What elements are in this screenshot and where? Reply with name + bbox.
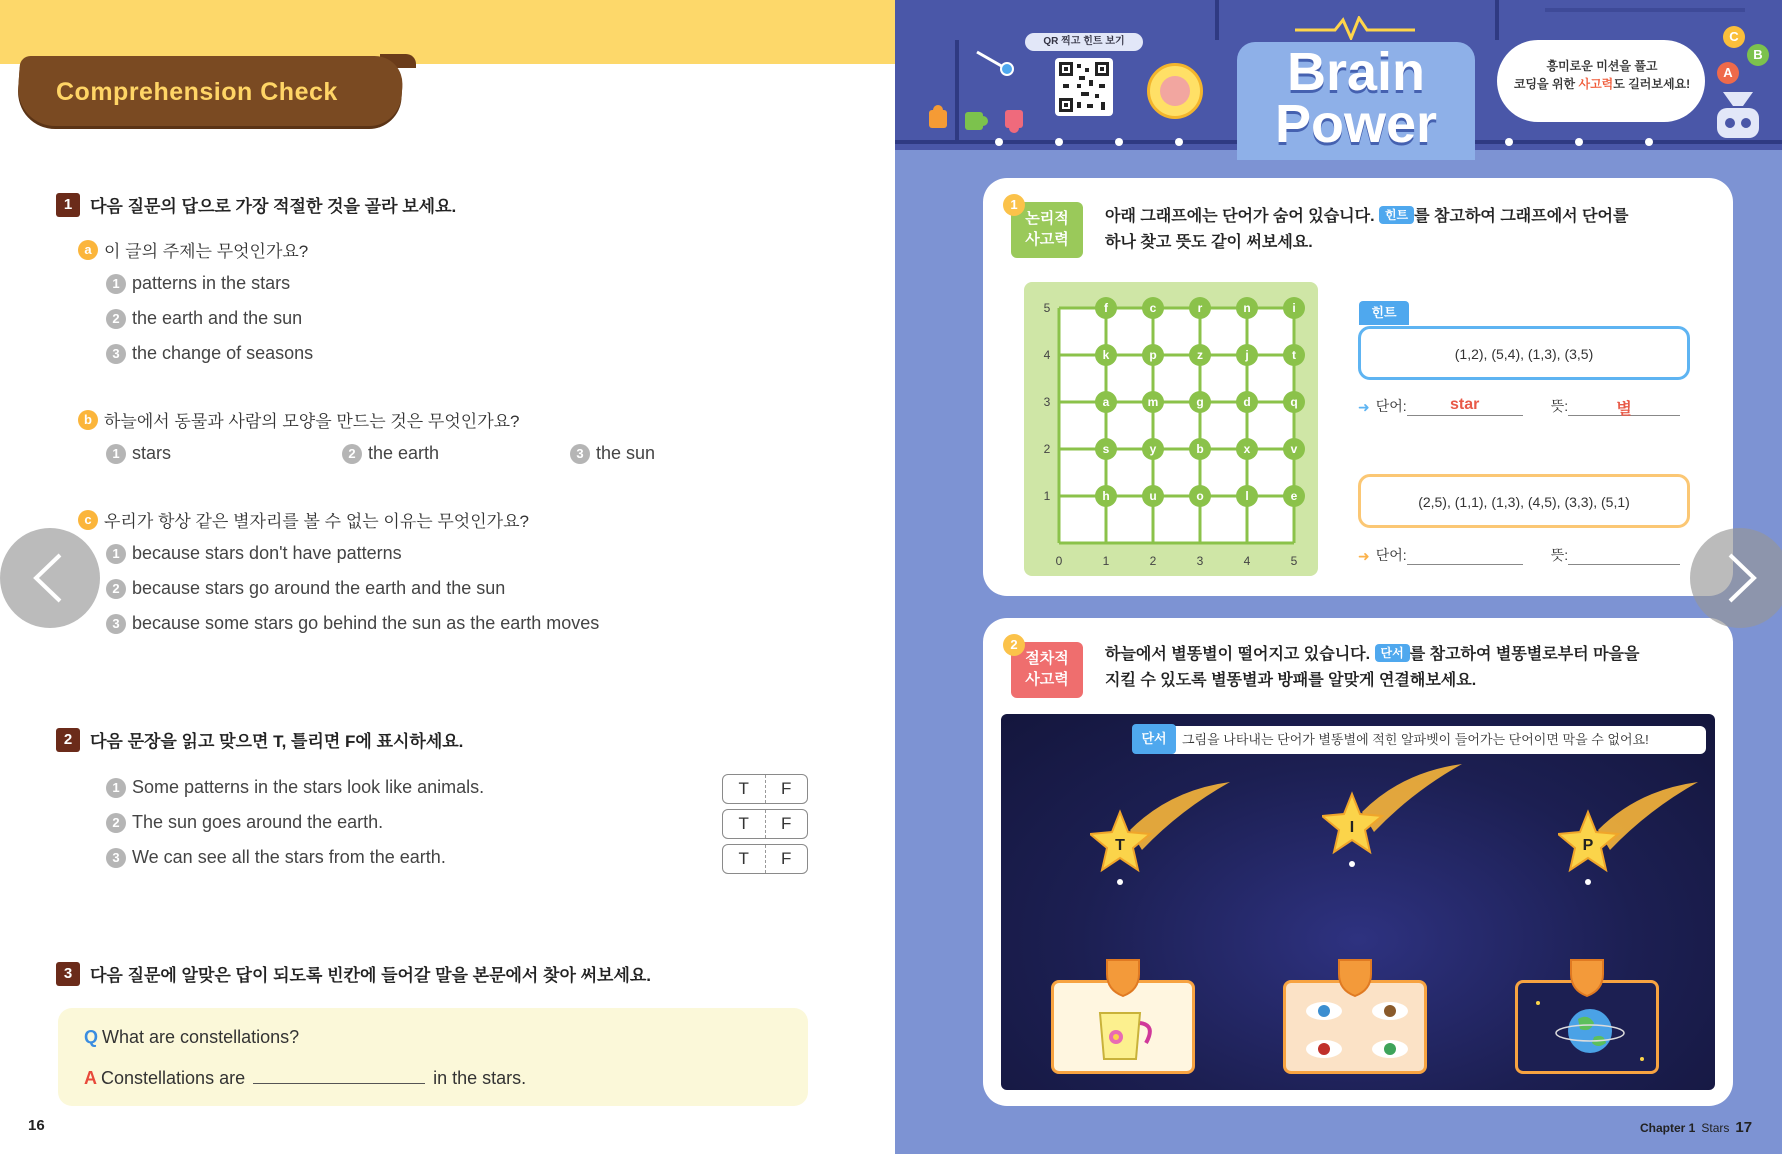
word-answer[interactable] [1407,545,1523,565]
word-label: 단어: [1375,547,1407,563]
true-option[interactable]: T [723,775,766,803]
shooting-star[interactable] [1322,762,1462,872]
hint-box-1: (1,2), (5,4), (1,3), (3,5) [1358,326,1690,380]
speech-part-a: 코딩을 위한 [1513,77,1579,91]
false-option[interactable]: F [781,849,792,868]
question-instruction: 다음 질문에 알맞은 답이 되도록 빈칸에 들어갈 말을 본문에서 찾아 써보세요. [90,966,652,985]
y-tick-label: 2 [1043,442,1051,456]
true-option[interactable]: T [723,845,766,873]
x-tick-label: 4 [1243,554,1251,568]
sub-question-text: 하늘에서 동물과 사람의 모양을 만드는 것은 무엇인가요? [104,412,520,431]
shooting-star[interactable] [1558,780,1698,890]
puzzle-pieces-icon [925,104,1035,134]
option[interactable] [106,308,302,329]
option[interactable] [106,343,313,364]
question-instruction: 다음 질문의 답으로 가장 적절한 것을 골라 보세요. [90,197,457,216]
circuit-line [1545,8,1745,12]
x-tick-label: 2 [1149,554,1157,568]
option-number: 2 [342,444,362,464]
statement-number: 1 [106,778,126,798]
grid-letter: x [1243,442,1251,456]
y-tick-label: 5 [1043,301,1051,315]
option-number: 1 [106,444,126,464]
statement-text: The sun goes around the earth. [132,812,384,832]
instruction-part-b: 를 참고하여 그래프에서 단어를 [1414,208,1629,225]
qr-code-icon [1059,62,1109,112]
meaning-answer[interactable]: 별 [1568,396,1680,416]
sub-question-text: 이 글의 주제는 무엇인가요? [104,242,309,261]
shield-icon [1337,958,1373,998]
sub-badge: b [78,410,98,430]
q3-question [84,1027,299,1048]
a-letter: A [84,1068,97,1088]
previous-page-button[interactable] [0,528,100,628]
brain-lightbulb-icon [1147,63,1203,119]
hint-box-2: (2,5), (1,1), (1,3), (4,5), (3,3), (5,1) [1358,474,1690,528]
option-text: stars [132,443,172,463]
brain-power-title [1237,42,1475,154]
x-tick-label: 3 [1196,554,1204,568]
statement-number: 2 [106,813,126,833]
question-number: 1 [56,193,80,217]
option-text: the earth and the sun [132,308,303,328]
shield-icon [1569,958,1605,998]
question-number: 3 [56,962,80,986]
meaning-label: 뜻: [1550,398,1569,414]
statement-number: 3 [106,848,126,868]
word-label: 단어: [1375,398,1407,414]
grid-letter: s [1102,442,1110,456]
option[interactable] [106,613,599,634]
star-letter: P [1582,837,1594,854]
star-letter: I [1349,819,1355,836]
sub-question-c [78,507,529,532]
circuit-line [1215,0,1219,40]
instruction-part-a: 하늘에서 별똥별이 떨어지고 있습니다. [1105,646,1375,663]
speech-text [1505,57,1699,93]
statement-text: Some patterns in the stars look like animals. [132,777,485,797]
y-tick-label: 1 [1043,489,1051,503]
answer-before: Constellations are [101,1068,246,1088]
meaning-answer[interactable] [1568,545,1680,565]
option[interactable] [106,543,402,564]
answer-box [58,1008,808,1106]
false-option[interactable]: F [781,779,792,798]
grid-letter: j [1245,348,1249,362]
y-tick-label: 3 [1043,395,1051,409]
chevron-right-icon [1720,553,1760,603]
option[interactable] [342,443,439,464]
page-number: 16 [28,1117,45,1134]
grid-letter: f [1104,301,1108,315]
true-false-box [722,844,808,874]
page-number: 17 [1735,1119,1753,1136]
comprehension-title: Comprehension Check [56,78,338,106]
question-1-heading [56,192,456,217]
grid-letter: p [1149,348,1157,362]
sub-badge: c [78,510,98,530]
grid-letter: n [1243,301,1251,315]
instruction-part-c: 지킬 수 있도록 별똥별과 방패를 알맞게 연결해보세요. [1105,672,1477,689]
circuit-dot [995,138,1003,146]
footer-chapter: Chapter 1 [1640,1121,1696,1135]
option-number: 3 [106,344,126,364]
shield-icon [1105,958,1141,998]
option-number: 3 [106,614,126,634]
true-false-box [722,809,808,839]
option-number: 1 [106,274,126,294]
grid-letter: e [1290,489,1298,503]
grid-letter: d [1243,395,1251,409]
tag-line-1: 논리적 [1025,210,1069,227]
x-tick-label: 5 [1290,554,1298,568]
footer [1640,1119,1752,1136]
grid-letter: g [1196,395,1204,409]
q-letter: Q [84,1027,99,1047]
procedure-instruction [1105,642,1639,694]
true-option[interactable]: T [723,810,766,838]
answer-after: in the stars. [433,1068,527,1088]
x-tick-label: 1 [1102,554,1110,568]
answer-row-2 [1358,545,1680,565]
chevron-left-icon [30,553,70,603]
clue-chip: 단서 [1132,724,1176,754]
statement-text: We can see all the stars from the earth. [132,847,446,867]
circuit-dot [1645,138,1653,146]
grid-letter: o [1196,489,1204,503]
false-option[interactable]: F [781,814,792,833]
answer-row-1 [1358,396,1680,416]
grid-letter: i [1292,301,1296,315]
arrow-icon: ➜ [1358,399,1370,415]
grid-letter: m [1147,395,1159,409]
y-tick-label: 4 [1043,348,1051,362]
grid-letter: z [1197,348,1203,362]
tf-statement [106,812,383,833]
logic-instruction [1105,204,1628,256]
speech-highlight: 사고력 [1578,77,1614,91]
instruction-part-b: 를 참고하여 별똥별로부터 마을을 [1409,646,1640,663]
option-number: 2 [106,309,126,329]
circuit-dot [1575,138,1583,146]
qr-caption: QR 찍고 힌트 보기 [1025,33,1143,51]
circuit-line [1495,0,1499,40]
grid-letter: k [1102,348,1110,362]
option-text: the change of seasons [132,343,314,363]
option[interactable] [106,273,290,294]
next-page-button[interactable] [1690,528,1782,628]
heartbeat-icon [1295,16,1415,40]
option-text: patterns in the stars [132,273,291,293]
question-instruction: 다음 문장을 읽고 맞으면 T, 틀리면 F에 표시하세요. [90,732,464,751]
option-text: because stars go around the earth and the sun [132,578,506,598]
circuit-dot [1505,138,1513,146]
question-number: 2 [56,728,80,752]
grid-letter: t [1292,348,1296,362]
circuit-dot [1175,138,1183,146]
answer-blank[interactable] [253,1068,425,1084]
instruction-part-c: 하나 찾고 뜻도 같이 써보세요. [1105,234,1313,251]
tag-line-2: 사고력 [1025,671,1069,688]
tag-number: 1 [1003,194,1025,216]
title-line-2: Power [1274,94,1438,154]
instruction-part-a: 아래 그래프에는 단어가 숨어 있습니다. [1105,208,1379,225]
question-2-heading [56,727,463,752]
option-number: 1 [106,544,126,564]
circuit-dot [1055,138,1063,146]
q3-question-text: What are constellations? [102,1027,300,1047]
option-number: 2 [106,579,126,599]
speech-line-2 [1505,75,1699,93]
option[interactable] [570,443,655,464]
arrow-icon: ➜ [1358,548,1370,564]
speech-line-1: 흥미로운 미션을 풀고 [1546,59,1658,73]
x-tick-label: 0 [1055,554,1063,568]
option-text: because stars don't have patterns [132,543,402,563]
robot-icon [1713,92,1763,144]
letter-ball: B [1747,44,1769,66]
option-number: 3 [570,444,590,464]
letter-ball: A [1717,62,1739,84]
word-answer[interactable]: star [1407,396,1523,416]
tf-statement [106,847,446,868]
grid-letter: y [1149,442,1157,456]
shooting-star[interactable] [1090,780,1230,890]
grid-letter: r [1197,301,1203,315]
coordinate-grid [1040,290,1330,580]
option-text: the sun [596,443,656,463]
grid-letter: h [1102,489,1110,503]
meaning-label: 뜻: [1550,547,1569,563]
tf-statement [106,777,484,798]
tag-line-1: 절차적 [1025,650,1069,667]
star-letter: T [1115,837,1125,854]
option[interactable] [106,578,505,599]
question-3-heading [56,961,651,986]
sub-badge: a [78,240,98,260]
speech-part-c: 도 길러보세요! [1613,77,1691,91]
hint-chip: 힌트 [1379,206,1414,224]
true-false-box [722,774,808,804]
grid-letter: v [1290,442,1298,456]
grid-letter: q [1290,395,1298,409]
hint-label: 힌트 [1359,301,1409,325]
sub-question-a [78,237,308,262]
clue-bar: 그림을 나타내는 단어가 별똥별에 적힌 알파벳이 들어가는 단어이면 막을 수 없어요! [1132,726,1706,754]
option-text: the earth [368,443,440,463]
pin-icon [975,48,1019,78]
option-text: because some stars go behind the sun as the earth moves [132,613,600,633]
circuit-dot [1115,138,1123,146]
clue-chip-inline: 단서 [1375,644,1410,662]
sub-question-b [78,407,520,432]
grid-letter: u [1149,489,1157,503]
tag-line-2: 사고력 [1025,231,1069,248]
option[interactable] [106,443,171,464]
top-band [0,0,895,64]
tag-number: 2 [1003,634,1025,656]
grid-letter: c [1149,301,1157,315]
sub-question-text: 우리가 항상 같은 별자리를 볼 수 없는 이유는 무엇인가요? [104,512,529,531]
title-line-1: Brain [1286,42,1426,102]
footer-topic: Stars [1701,1121,1730,1135]
grid-letter: a [1102,395,1110,409]
grid-letter: l [1245,489,1249,503]
grid-letter: b [1196,442,1204,456]
letter-ball: C [1723,26,1745,48]
q3-answer [84,1068,526,1089]
qr-code[interactable] [1055,58,1113,116]
